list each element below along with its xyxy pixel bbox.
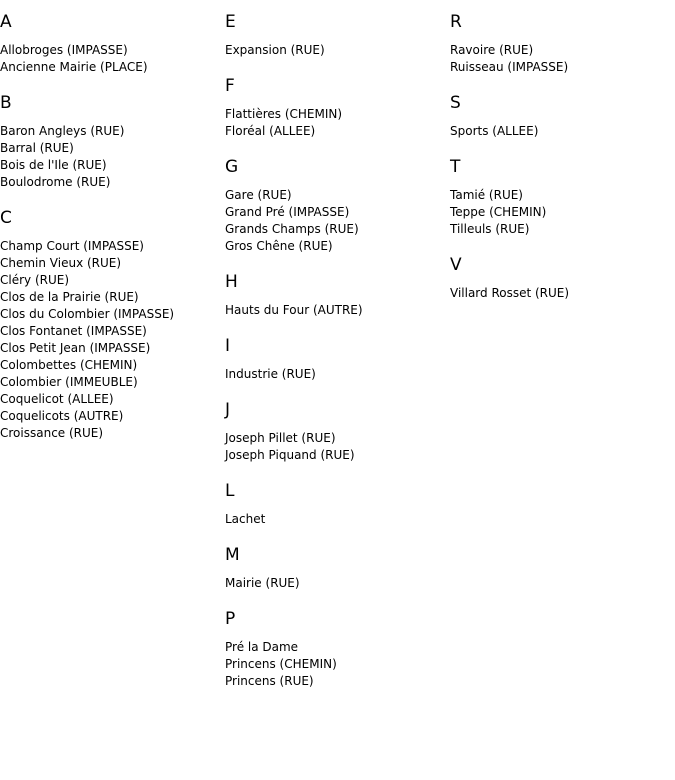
street-link[interactable]: Colombettes (CHEMIN) <box>0 358 138 372</box>
street-link[interactable]: Allobroges (IMPASSE) <box>0 43 128 57</box>
street-list <box>225 366 450 383</box>
section-letter-heading: T <box>450 157 461 177</box>
street-link[interactable]: Clos du Colombier (IMPASSE) <box>0 307 175 321</box>
street-link[interactable]: Joseph Pillet (RUE) <box>225 431 336 445</box>
street-index-column-1 <box>0 0 225 459</box>
letter-section <box>450 93 675 140</box>
street-link[interactable]: Ruisseau (IMPASSE) <box>450 60 569 74</box>
street-link[interactable]: Princens (RUE) <box>225 674 314 688</box>
street-list <box>450 285 675 302</box>
street-link[interactable]: Baron Angleys (RUE) <box>0 124 125 138</box>
street-link[interactable]: Gros Chêne (RUE) <box>225 239 333 253</box>
letter-section <box>0 12 225 76</box>
letter-section <box>225 481 450 528</box>
street-link[interactable]: Joseph Piquand (RUE) <box>225 448 355 462</box>
section-letter-heading: M <box>225 545 240 565</box>
street-link[interactable]: Princens (CHEMIN) <box>225 657 337 671</box>
street-list <box>225 42 450 59</box>
street-link[interactable]: Industrie (RUE) <box>225 367 316 381</box>
section-letter-heading: I <box>225 336 231 356</box>
street-index-column-2 <box>225 0 450 707</box>
street-list <box>450 42 675 76</box>
section-letter-heading: A <box>0 12 12 32</box>
street-link[interactable]: Colombier (IMMEUBLE) <box>0 375 138 389</box>
letter-section <box>225 609 450 690</box>
section-letter-heading: L <box>225 481 235 501</box>
street-link[interactable]: Flattières (CHEMIN) <box>225 107 343 121</box>
street-list <box>0 238 225 442</box>
section-letter-heading: S <box>450 93 461 113</box>
street-link[interactable]: Sports (ALLEE) <box>450 124 539 138</box>
section-letter-heading: P <box>225 609 236 629</box>
section-letter-heading: V <box>450 255 462 275</box>
street-list <box>225 575 450 592</box>
section-letter-heading: R <box>450 12 462 32</box>
street-list <box>225 302 450 319</box>
letter-section <box>225 76 450 140</box>
street-list <box>450 187 675 238</box>
street-list <box>450 123 675 140</box>
street-link[interactable]: Ancienne Mairie (PLACE) <box>0 60 148 74</box>
street-link[interactable]: Coquelicots (AUTRE) <box>0 409 124 423</box>
street-link[interactable]: Bois de l'Ile (RUE) <box>0 158 107 172</box>
letter-section <box>225 336 450 383</box>
street-link[interactable]: Clos Fontanet (IMPASSE) <box>0 324 147 338</box>
street-link[interactable]: Grands Champs (RUE) <box>225 222 359 236</box>
street-link[interactable]: Gare (RUE) <box>225 188 292 202</box>
letter-section <box>450 12 675 76</box>
street-list <box>225 430 450 464</box>
street-link[interactable]: Grand Pré (IMPASSE) <box>225 205 350 219</box>
section-letter-heading: G <box>225 157 239 177</box>
street-list <box>225 639 450 690</box>
street-link[interactable]: Clos de la Prairie (RUE) <box>0 290 139 304</box>
letter-section <box>0 208 225 442</box>
street-link[interactable]: Clos Petit Jean (IMPASSE) <box>0 341 151 355</box>
street-link[interactable]: Villard Rosset (RUE) <box>450 286 570 300</box>
street-link[interactable]: Boulodrome (RUE) <box>0 175 111 189</box>
street-link[interactable]: Barral (RUE) <box>0 141 74 155</box>
letter-section <box>450 157 675 238</box>
letter-section <box>225 400 450 464</box>
letter-section <box>225 545 450 592</box>
street-link[interactable]: Lachet <box>225 512 266 526</box>
street-link[interactable]: Tilleuls (RUE) <box>450 222 530 236</box>
street-link[interactable]: Tamié (RUE) <box>450 188 523 202</box>
street-link[interactable]: Floréal (ALLEE) <box>225 124 316 138</box>
street-link[interactable]: Ravoire (RUE) <box>450 43 534 57</box>
letter-section <box>225 272 450 319</box>
street-link[interactable]: Mairie (RUE) <box>225 576 300 590</box>
street-list <box>225 187 450 255</box>
street-link[interactable]: Teppe (CHEMIN) <box>450 205 547 219</box>
street-link[interactable]: Pré la Dame <box>225 640 299 654</box>
street-link[interactable]: Champ Court (IMPASSE) <box>0 239 144 253</box>
street-link[interactable]: Croissance (RUE) <box>0 426 104 440</box>
street-list <box>0 42 225 76</box>
street-link[interactable]: Coquelicot (ALLEE) <box>0 392 114 406</box>
street-list <box>225 511 450 528</box>
street-index-column-3 <box>450 0 675 319</box>
section-letter-heading: J <box>225 400 231 420</box>
section-letter-heading: C <box>0 208 12 228</box>
street-list <box>0 123 225 191</box>
letter-section <box>0 93 225 191</box>
street-list <box>225 106 450 140</box>
section-letter-heading: F <box>225 76 235 96</box>
section-letter-heading: E <box>225 12 236 32</box>
street-link[interactable]: Expansion (RUE) <box>225 43 325 57</box>
section-letter-heading: B <box>0 93 12 113</box>
letter-section <box>225 157 450 255</box>
letter-section <box>225 12 450 59</box>
section-letter-heading: H <box>225 272 238 292</box>
street-link[interactable]: Chemin Vieux (RUE) <box>0 256 122 270</box>
street-link[interactable]: Cléry (RUE) <box>0 273 70 287</box>
letter-section <box>450 255 675 302</box>
street-link[interactable]: Hauts du Four (AUTRE) <box>225 303 363 317</box>
